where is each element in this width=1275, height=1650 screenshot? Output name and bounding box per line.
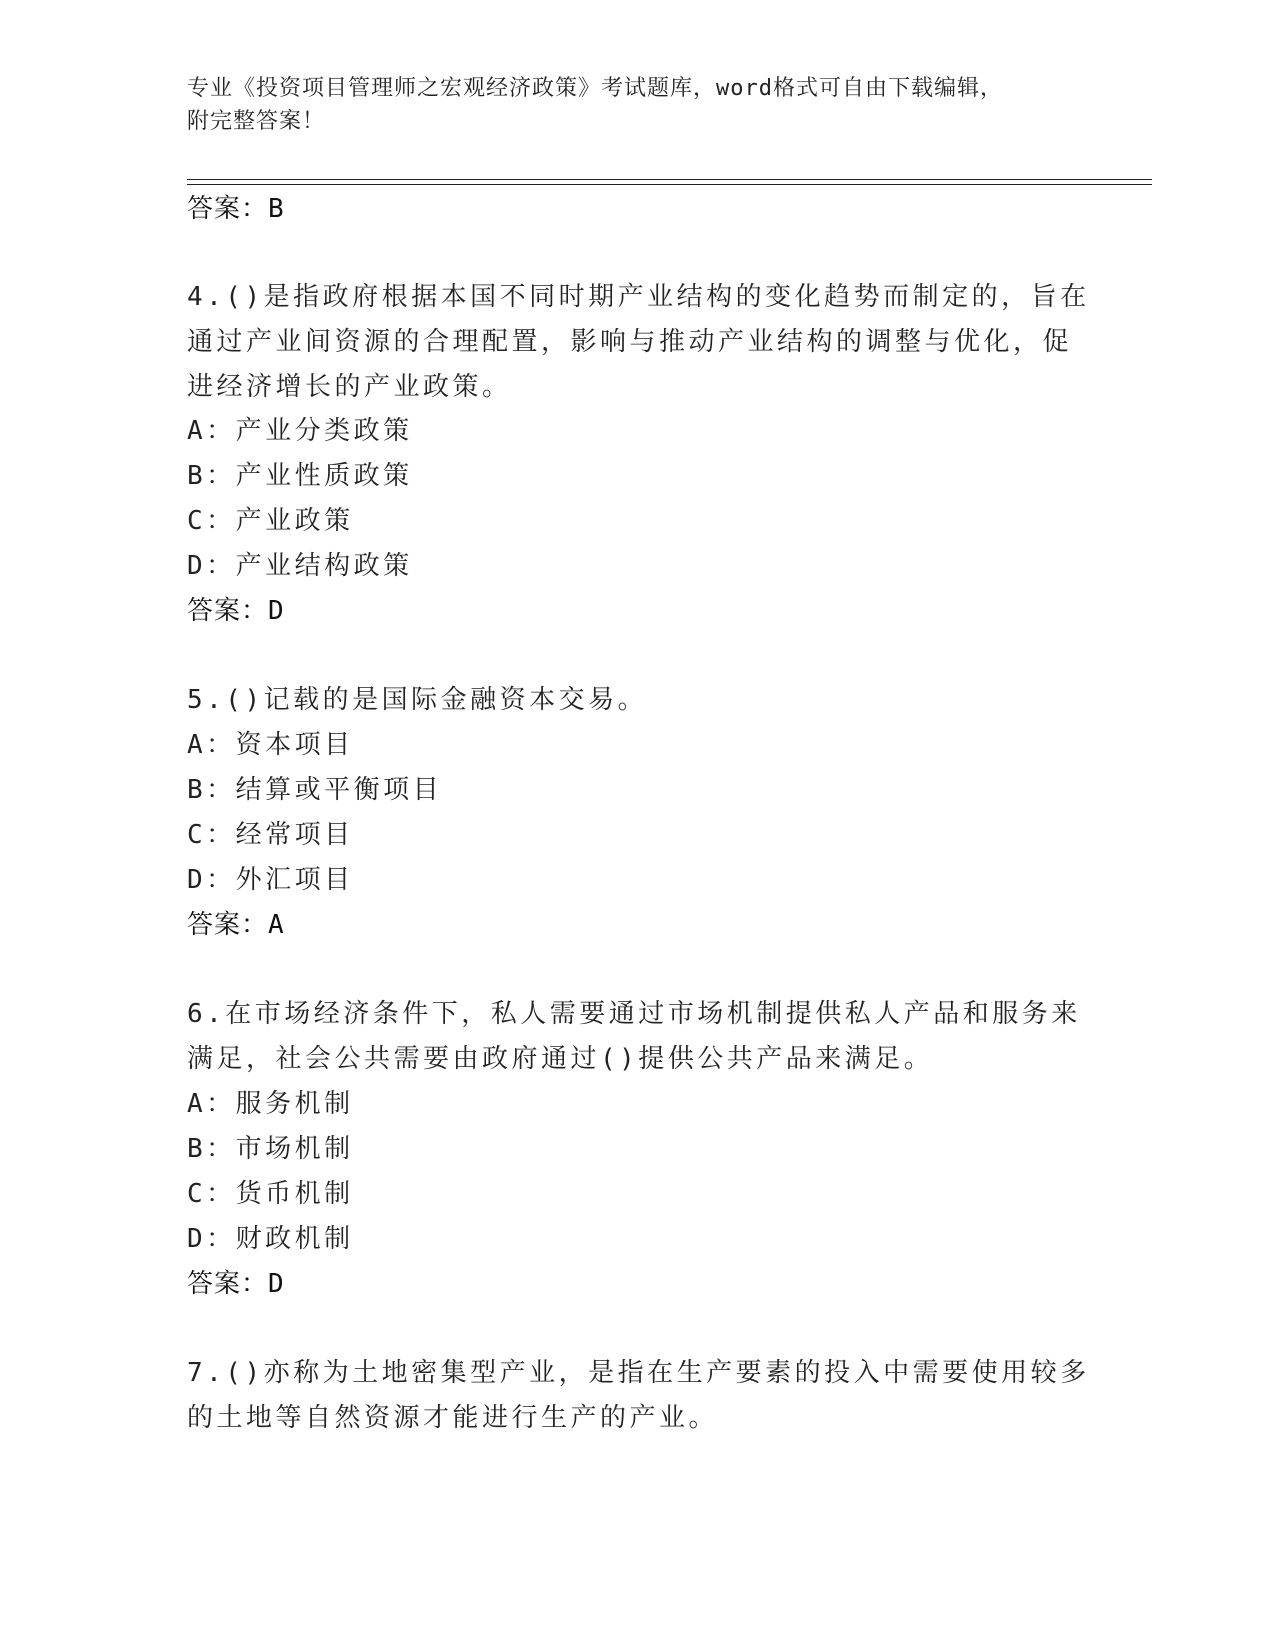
answer-label: 答案： — [187, 596, 269, 626]
question-5-option-d: D：外汇项目 — [187, 865, 354, 895]
question-5-option-c: C：经常项目 — [187, 820, 354, 850]
answer-line — [187, 1263, 285, 1300]
question-5-option-a: A：资本项目 — [187, 730, 354, 760]
answer-label: 答案： — [187, 910, 269, 940]
question-4-option-b: B：产业性质政策 — [187, 461, 413, 491]
question-6-option-a: A：服务机制 — [187, 1089, 354, 1119]
question-6-text-line-1: 6.在市场经济条件下，私人需要通过市场机制提供私人产品和服务来 — [187, 999, 1081, 1029]
answer-value: B — [268, 194, 285, 224]
header-line-1: 专业《投资项目管理师之宏观经济政策》考试题库，word格式可自由下载编辑， — [187, 76, 1003, 101]
answer-value: D — [268, 596, 285, 626]
header-divider-bottom — [187, 184, 1152, 185]
question-4-text-line-1: 4.()是指政府根据本国不同时期产业结构的变化趋势而制定的，旨在 — [187, 282, 1090, 312]
answer-label: 答案： — [187, 1269, 269, 1299]
header-divider-top — [187, 179, 1152, 180]
question-4-option-d: D：产业结构政策 — [187, 551, 413, 581]
header-line-2: 附完整答案！ — [187, 109, 326, 134]
question-6-option-c: C：货币机制 — [187, 1179, 354, 1209]
page-header — [187, 72, 1067, 138]
answer-label: 答案： — [187, 194, 269, 224]
answer-value: D — [268, 1269, 285, 1299]
question-6-option-d: D：财政机制 — [187, 1224, 354, 1254]
question-4-option-a: A：产业分类政策 — [187, 416, 413, 446]
answer-line — [187, 188, 285, 225]
question-5-text-line-1: 5.()记载的是国际金融资本交易。 — [187, 685, 648, 715]
answer-line — [187, 590, 285, 627]
question-6-text-line-2: 满足，社会公共需要由政府通过()提供公共产品来满足。 — [187, 1044, 934, 1074]
question-5-option-b: B：结算或平衡项目 — [187, 775, 443, 805]
question-4-text-line-3: 进经济增长的产业政策。 — [187, 372, 512, 402]
answer-value: A — [268, 910, 285, 940]
answer-line — [187, 904, 285, 941]
question-6-option-b: B：市场机制 — [187, 1134, 354, 1164]
question-7-text-line-1: 7.()亦称为土地密集型产业，是指在生产要素的投入中需要使用较多 — [187, 1358, 1090, 1388]
question-7-text-line-2: 的土地等自然资源才能进行生产的产业。 — [187, 1403, 719, 1433]
question-4-option-c: C：产业政策 — [187, 506, 354, 536]
question-4-text-line-2: 通过产业间资源的合理配置，影响与推动产业结构的调整与优化，促 — [187, 327, 1073, 357]
